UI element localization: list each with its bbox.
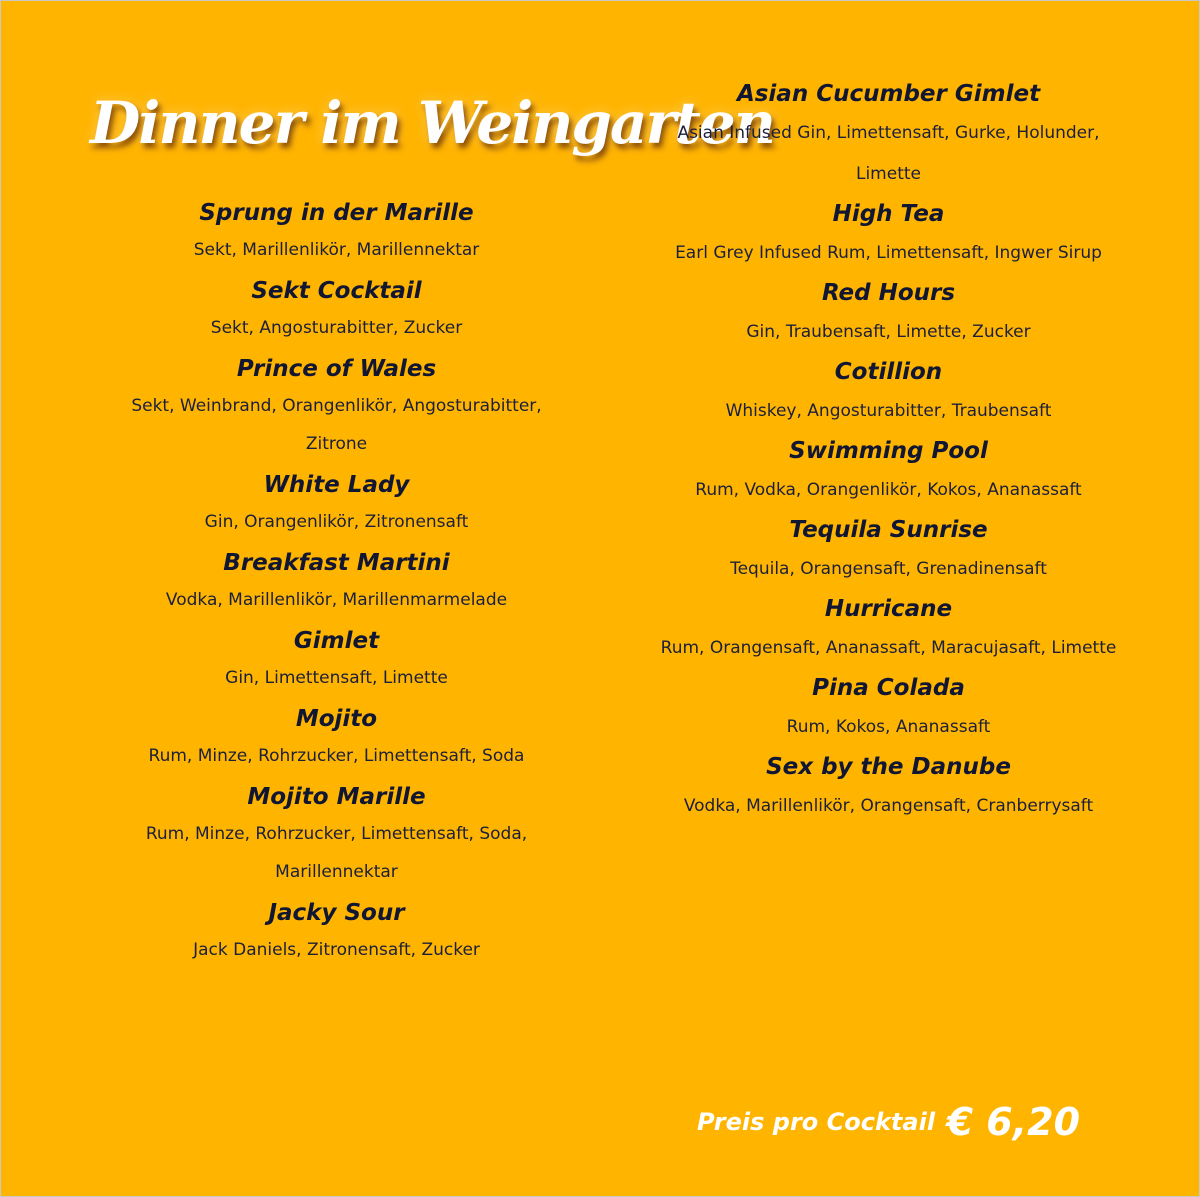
cocktail-ingredients: Sekt, Marillenlikör, Marillennektar — [193, 240, 480, 260]
cocktail-name: Jacky Sour — [268, 900, 405, 926]
cocktail-ingredients: Tequila, Orangensaft, Grenadinensaft — [730, 559, 1047, 579]
cocktail-name: Mojito — [295, 706, 378, 732]
cocktail-name: Hurricane — [824, 596, 953, 622]
cocktail-name: White Lady — [263, 472, 410, 498]
cocktail-name: Swimming Pool — [789, 438, 988, 464]
cocktail-name: Prince of Wales — [236, 356, 437, 382]
cocktail-ingredients: Rum, Vodka, Orangenlikör, Kokos, Ananassaft — [695, 480, 1082, 500]
cocktail-ingredients: Rum, Orangensaft, Ananassaft, Maracujasaft, Limette — [660, 638, 1117, 658]
cocktail-name: Sprung in der Marille — [199, 200, 474, 226]
cocktail-ingredients: Gin, Limettensaft, Limette — [225, 668, 448, 688]
menu-item — [650, 432, 1127, 511]
cocktail-ingredients: Earl Grey Infused Rum, Limettensaft, Ingwer Sirup — [675, 243, 1102, 263]
cocktail-ingredients: Whiskey, Angosturabitter, Traubensaft — [725, 401, 1052, 421]
menu-item — [100, 895, 573, 969]
cocktail-ingredients: Asian Infused Gin, Limettensaft, Gurke, Holunder, Limette — [677, 123, 1100, 184]
price-label: Preis pro Cocktail — [696, 1108, 936, 1136]
cocktail-name: High Tea — [832, 201, 945, 227]
cocktail-ingredients: Sekt, Weinbrand, Orangenlikör, Angosturabitter, Zitrone — [131, 396, 542, 454]
cocktail-ingredients: Gin, Orangenlikör, Zitronensaft — [204, 512, 469, 532]
cocktail-name: Sekt Cocktail — [251, 278, 422, 304]
cocktail-ingredients: Vodka, Marillenlikör, Orangensaft, Cranberrysaft — [683, 796, 1094, 816]
cocktail-name: Red Hours — [821, 280, 956, 306]
menu-title: Dinner im Weingarten — [90, 89, 774, 157]
menu-item — [650, 748, 1127, 827]
cocktail-name: Breakfast Martini — [223, 550, 450, 576]
cocktail-name: Gimlet — [293, 628, 380, 654]
cocktail-ingredients: Sekt, Angosturabitter, Zucker — [210, 318, 463, 338]
menu-item — [100, 351, 573, 463]
cocktail-name: Tequila Sunrise — [789, 517, 988, 543]
price-value: € 6,20 — [946, 1100, 1081, 1144]
menu-item — [650, 274, 1127, 353]
menu-item — [650, 669, 1127, 748]
menu-item — [100, 779, 573, 891]
menu-item — [650, 511, 1127, 590]
cocktail-name: Pina Colada — [812, 675, 965, 701]
cocktail-ingredients: Jack Daniels, Zitronensaft, Zucker — [193, 940, 480, 960]
right-menu-column — [650, 75, 1127, 827]
cocktail-name: Mojito Marille — [247, 784, 426, 810]
cocktail-ingredients: Gin, Traubensaft, Limette, Zucker — [746, 322, 1031, 342]
cocktail-ingredients: Rum, Minze, Rohrzucker, Limettensaft, Soda — [148, 746, 525, 766]
menu-item — [100, 701, 573, 775]
cocktail-name: Sex by the Danube — [766, 754, 1011, 780]
cocktail-name: Cotillion — [834, 359, 943, 385]
menu-item — [650, 75, 1127, 195]
menu-item — [100, 623, 573, 697]
menu-item — [100, 467, 573, 541]
cocktail-name: Asian Cucumber Gimlet — [736, 81, 1041, 107]
cocktail-ingredients: Vodka, Marillenlikör, Marillenmarmelade — [165, 590, 508, 610]
price-line — [650, 1100, 1127, 1144]
left-menu-column — [100, 195, 573, 973]
menu-item — [650, 353, 1127, 432]
menu-item — [650, 195, 1127, 274]
menu-item — [100, 195, 573, 269]
cocktail-ingredients: Rum, Kokos, Ananassaft — [786, 717, 991, 737]
cocktail-ingredients: Rum, Minze, Rohrzucker, Limettensaft, Soda, Marillennektar — [145, 824, 528, 882]
menu-item — [100, 545, 573, 619]
menu-item — [650, 590, 1127, 669]
menu-item — [100, 273, 573, 347]
